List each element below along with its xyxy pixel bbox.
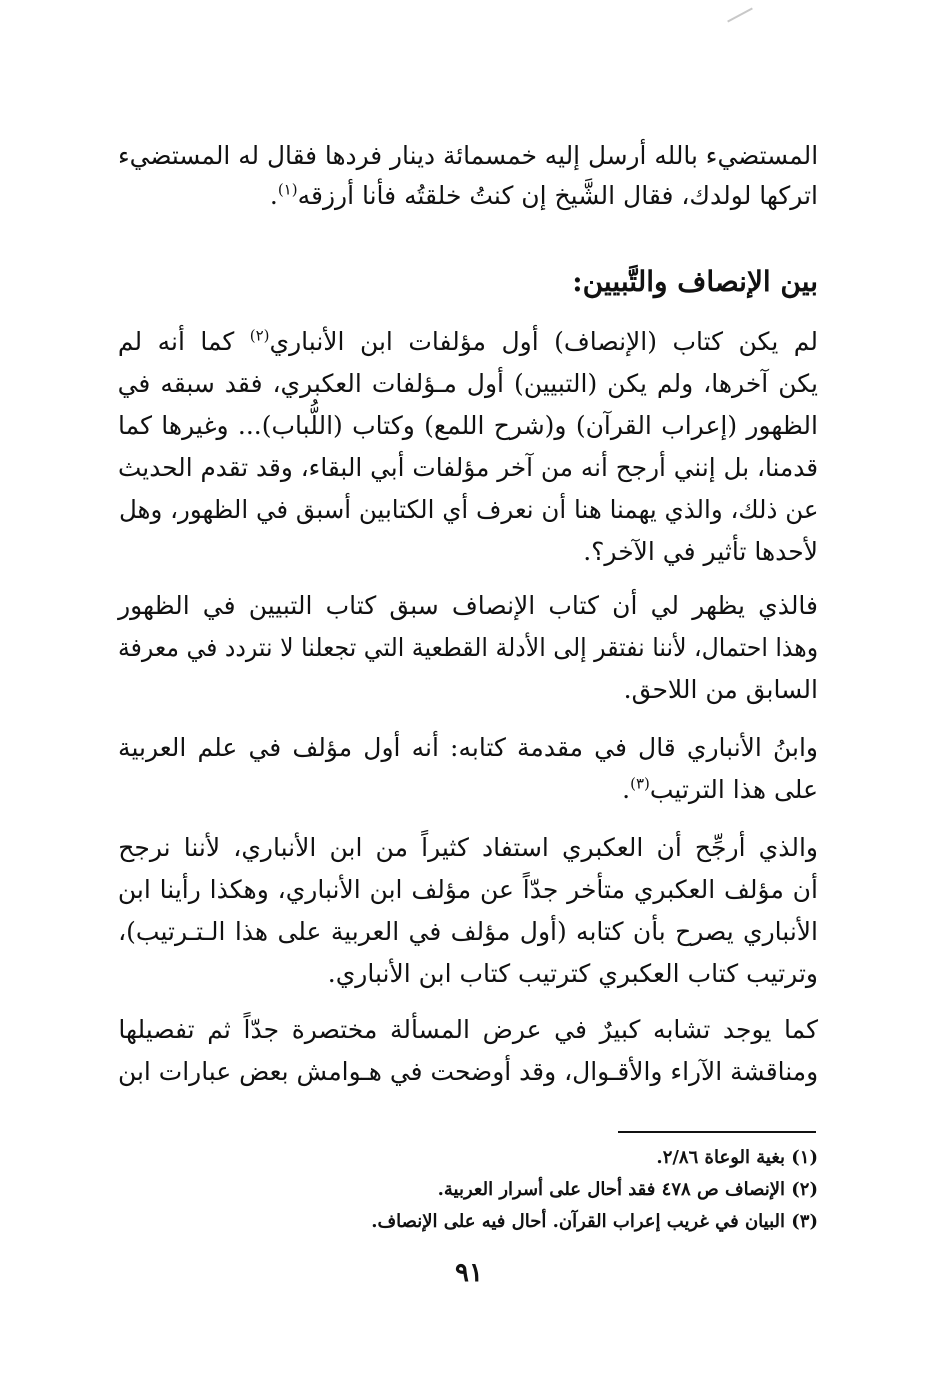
paragraph xyxy=(118,586,818,712)
paragraph-line: وهذا احتمال، لأننا نفتقر إلى الأدلة القطعية التي تجعلنا لا نتردد في معرفة xyxy=(117,633,818,662)
footnote: (١) بغية الوعاة ٢/٨٦. xyxy=(656,1147,818,1168)
paragraph-line: المستضيء بالله أرسل إليه خمسمائة دينار فردها فقال له المستضيء xyxy=(117,141,818,170)
paragraph-line: ومناقشة الآراء والأقـوال، وقد أوضحت في هـوامش بعض عبارات ابن xyxy=(117,1057,818,1086)
paragraph-line: عن ذلك، والذي يهمنا هنا أن نعرف أي الكتابين أسبق في الظهور، وهل xyxy=(118,495,818,524)
paragraph-line: على هذا الترتيب$^{(٣)}$. xyxy=(622,774,818,804)
paragraph-line: يكن آخرها، ولم يكن (التبيين) أول مـؤلفات العكبري، فقد سبقه في xyxy=(117,369,818,398)
paragraph-line: وابنُ الأنباري قال في مقدمة كتابه: أنه أول مؤلف في علم العربية xyxy=(118,733,818,762)
footnote: (٣) البيان في غريب إعراب القرآن. أحال فيه على الإنصاف. xyxy=(371,1211,818,1232)
footnote-ref: (١) xyxy=(277,180,298,199)
top-paragraph xyxy=(118,136,818,216)
paragraph-line: الأنباري يصرح بأن كتابه (أول مؤلف في العربية على هذا الـتـرتيب)، xyxy=(118,917,818,946)
paragraph xyxy=(118,322,818,574)
section-heading-block xyxy=(118,262,818,302)
paragraph xyxy=(118,728,818,812)
scan-mark xyxy=(727,8,753,23)
footnote-divider xyxy=(618,1131,816,1133)
footnote-ref: (٢) xyxy=(249,326,270,345)
page-number: ٩١ xyxy=(455,1258,483,1288)
footnote-ref: (٣) xyxy=(630,774,650,793)
paragraph-line: والذي أرجِّح أن العكبري استفاد كثيراً من ابن الأنباري، لأننا نرجح xyxy=(118,833,818,862)
paragraph-line: لأحدها تأثير في الآخر؟. xyxy=(583,537,818,566)
paragraph-line: الظهور (إعراب القرآن) و(شرح اللمع) وكتاب (اللُّباب)... وغيرها كما xyxy=(118,411,818,440)
paragraph xyxy=(118,1010,818,1094)
paragraph xyxy=(118,828,818,996)
paragraph-line: قدمنا، بل إنني أرجح أنه من آخر مؤلفات أبي البقاء، وقد تقدم الحديث xyxy=(117,453,818,482)
paragraph-line: اتركها لولدك، فقال الشَّيخ إن كنتُ خلقتُه فأنا أرزقه$^{(١)}$. xyxy=(269,180,818,210)
section-heading: بين الإنصاف والتَّبيين: xyxy=(572,265,818,298)
paragraph-line: لم يكن كتاب (الإنصاف) أول مؤلفات ابن الأنباري$^{(٢)}$ كما أنه لم xyxy=(117,326,818,356)
paragraph-line: كما يوجد تشابه كبيرٌ في عرض المسألة مختصرة جدّاً ثم تفصيلها xyxy=(118,1015,818,1044)
paragraph-line: أن مؤلف العكبري متأخر جدّاً عن مؤلف ابن الأنباري، وهكذا رأينا ابن xyxy=(117,875,818,904)
paragraph-line: فالذي يظهر لي أن كتاب الإنصاف سبق كتاب التبيين في الظهور xyxy=(118,591,818,620)
paragraph-line: وترتيب كتاب العكبري كترتيب كتاب ابن الأنباري. xyxy=(327,959,818,988)
footnote: (٢) الإنصاف ص ٤٧٨ فقد أحال على أسرار العربية. xyxy=(437,1179,818,1200)
paragraph-line: السابق من اللاحق. xyxy=(623,675,818,704)
